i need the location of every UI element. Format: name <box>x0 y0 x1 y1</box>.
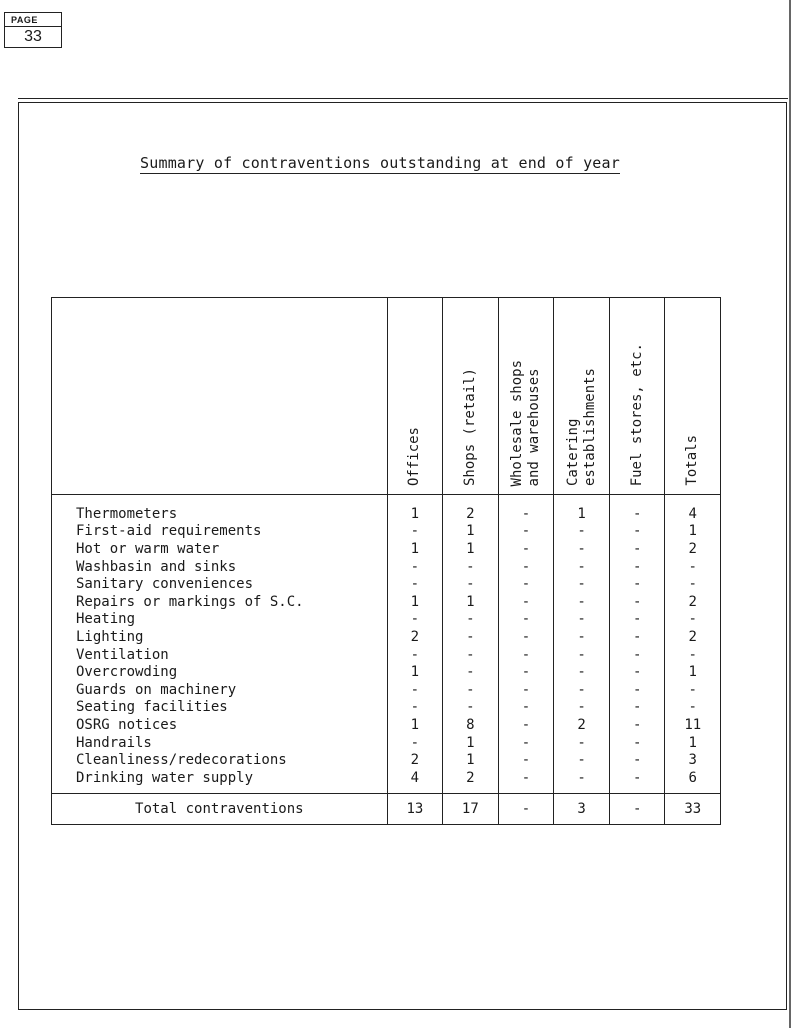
cell-offices: 1 <box>387 593 442 611</box>
cell-catering: - <box>554 734 610 752</box>
table-row <box>52 699 721 717</box>
cell-totals: 3 <box>665 751 721 769</box>
cell-wholesale: - <box>498 558 554 576</box>
table-row <box>52 716 721 734</box>
cell-wholesale: - <box>498 751 554 769</box>
row-label: Handrails <box>52 734 388 752</box>
cell-offices: 2 <box>387 751 442 769</box>
total-fuel-stores: - <box>610 793 665 824</box>
cell-wholesale: - <box>498 699 554 717</box>
row-label: Ventilation <box>52 646 388 664</box>
cell-offices: 1 <box>387 663 442 681</box>
table-row <box>52 575 721 593</box>
cell-catering: - <box>554 540 610 558</box>
cell-fuel-stores: - <box>610 751 665 769</box>
cell-shops: - <box>443 611 498 629</box>
cell-wholesale: - <box>498 575 554 593</box>
cell-wholesale: - <box>498 495 554 523</box>
table-row <box>52 628 721 646</box>
table-row <box>52 593 721 611</box>
row-label: Repairs or markings of S.C. <box>52 593 388 611</box>
cell-fuel-stores: - <box>610 558 665 576</box>
table-row <box>52 734 721 752</box>
cell-catering: - <box>554 523 610 541</box>
cell-wholesale: - <box>498 540 554 558</box>
cell-wholesale: - <box>498 663 554 681</box>
table-row <box>52 646 721 664</box>
cell-shops: - <box>443 681 498 699</box>
cell-catering: - <box>554 751 610 769</box>
cell-totals: - <box>665 646 721 664</box>
cell-wholesale: - <box>498 716 554 734</box>
cell-shops: 1 <box>443 734 498 752</box>
row-label: OSRG notices <box>52 716 388 734</box>
cell-totals: 1 <box>665 663 721 681</box>
header-blank <box>52 298 388 495</box>
cell-fuel-stores: - <box>610 734 665 752</box>
row-label: Drinking water supply <box>52 769 388 793</box>
cell-totals: 2 <box>665 593 721 611</box>
cell-offices: - <box>387 734 442 752</box>
cell-fuel-stores: - <box>610 681 665 699</box>
total-totals: 33 <box>665 793 721 824</box>
cell-fuel-stores: - <box>610 495 665 523</box>
cell-fuel-stores: - <box>610 663 665 681</box>
cell-shops: 1 <box>443 751 498 769</box>
cell-shops: 1 <box>443 593 498 611</box>
cell-totals: - <box>665 558 721 576</box>
total-label: Total contraventions <box>52 793 388 824</box>
row-label: Washbasin and sinks <box>52 558 388 576</box>
row-label: Sanitary conveniences <box>52 575 388 593</box>
cell-fuel-stores: - <box>610 646 665 664</box>
cell-shops: 1 <box>443 523 498 541</box>
cell-wholesale: - <box>498 523 554 541</box>
contraventions-table <box>51 297 721 825</box>
cell-totals: - <box>665 611 721 629</box>
cell-wholesale: - <box>498 628 554 646</box>
page-number: 33 <box>5 26 61 46</box>
cell-wholesale: - <box>498 611 554 629</box>
cell-shops: - <box>443 575 498 593</box>
cell-catering: - <box>554 646 610 664</box>
row-label: Overcrowding <box>52 663 388 681</box>
cell-catering: - <box>554 575 610 593</box>
header-offices: Offices <box>387 298 442 495</box>
cell-catering: - <box>554 558 610 576</box>
cell-catering: - <box>554 699 610 717</box>
cell-catering: - <box>554 628 610 646</box>
table-row <box>52 663 721 681</box>
table-row <box>52 495 721 523</box>
row-label: Thermometers <box>52 495 388 523</box>
cell-fuel-stores: - <box>610 540 665 558</box>
cell-totals: - <box>665 699 721 717</box>
cell-wholesale: - <box>498 593 554 611</box>
header-catering: Catering establishments <box>554 298 610 495</box>
top-rule <box>18 98 788 99</box>
cell-offices: - <box>387 558 442 576</box>
total-catering: 3 <box>554 793 610 824</box>
cell-fuel-stores: - <box>610 611 665 629</box>
row-label: Heating <box>52 611 388 629</box>
cell-offices: 4 <box>387 769 442 793</box>
header-totals: Totals <box>665 298 721 495</box>
row-label: Lighting <box>52 628 388 646</box>
page-label: PAGE <box>11 15 38 25</box>
cell-totals: 6 <box>665 769 721 793</box>
cell-totals: 2 <box>665 628 721 646</box>
cell-fuel-stores: - <box>610 593 665 611</box>
cell-fuel-stores: - <box>610 523 665 541</box>
table-row <box>52 769 721 793</box>
cell-shops: 1 <box>443 540 498 558</box>
total-shops: 17 <box>443 793 498 824</box>
row-label: Seating facilities <box>52 699 388 717</box>
cell-catering: - <box>554 769 610 793</box>
row-label: Guards on machinery <box>52 681 388 699</box>
table-row <box>52 611 721 629</box>
cell-catering: - <box>554 611 610 629</box>
document-title: Summary of contraventions outstanding at end of year <box>140 154 620 172</box>
cell-wholesale: - <box>498 734 554 752</box>
page-edge <box>789 0 791 1028</box>
cell-totals: 2 <box>665 540 721 558</box>
cell-offices: - <box>387 681 442 699</box>
cell-wholesale: - <box>498 646 554 664</box>
cell-catering: 2 <box>554 716 610 734</box>
header-wholesale: Wholesale shops and warehouses <box>498 298 554 495</box>
cell-offices: - <box>387 646 442 664</box>
cell-shops: - <box>443 558 498 576</box>
cell-catering: - <box>554 663 610 681</box>
cell-wholesale: - <box>498 681 554 699</box>
cell-shops: - <box>443 699 498 717</box>
cell-shops: - <box>443 663 498 681</box>
page-number-box <box>4 12 62 48</box>
cell-offices: - <box>387 699 442 717</box>
cell-shops: 8 <box>443 716 498 734</box>
cell-totals: 4 <box>665 495 721 523</box>
cell-shops: - <box>443 628 498 646</box>
cell-catering: - <box>554 593 610 611</box>
table-row <box>52 558 721 576</box>
cell-offices: - <box>387 523 442 541</box>
cell-catering: - <box>554 681 610 699</box>
cell-fuel-stores: - <box>610 716 665 734</box>
table-row <box>52 523 721 541</box>
cell-offices: 1 <box>387 495 442 523</box>
cell-catering: 1 <box>554 495 610 523</box>
table-row <box>52 751 721 769</box>
cell-wholesale: - <box>498 769 554 793</box>
cell-offices: 1 <box>387 540 442 558</box>
table-row <box>52 681 721 699</box>
cell-shops: 2 <box>443 495 498 523</box>
cell-totals: 11 <box>665 716 721 734</box>
row-label: Cleanliness/redecorations <box>52 751 388 769</box>
cell-offices: 2 <box>387 628 442 646</box>
cell-shops: 2 <box>443 769 498 793</box>
cell-offices: - <box>387 611 442 629</box>
cell-fuel-stores: - <box>610 769 665 793</box>
cell-fuel-stores: - <box>610 699 665 717</box>
total-wholesale: - <box>498 793 554 824</box>
header-shops: Shops (retail) <box>443 298 498 495</box>
total-offices: 13 <box>387 793 442 824</box>
cell-totals: 1 <box>665 734 721 752</box>
cell-offices: 1 <box>387 716 442 734</box>
row-label: First-aid requirements <box>52 523 388 541</box>
row-label: Hot or warm water <box>52 540 388 558</box>
cell-fuel-stores: - <box>610 575 665 593</box>
table-row <box>52 540 721 558</box>
cell-shops: - <box>443 646 498 664</box>
total-row <box>52 793 721 824</box>
header-row <box>52 298 721 495</box>
header-fuel-stores: Fuel stores, etc. <box>610 298 665 495</box>
cell-totals: - <box>665 575 721 593</box>
cell-fuel-stores: - <box>610 628 665 646</box>
cell-totals: 1 <box>665 523 721 541</box>
cell-totals: - <box>665 681 721 699</box>
cell-offices: - <box>387 575 442 593</box>
